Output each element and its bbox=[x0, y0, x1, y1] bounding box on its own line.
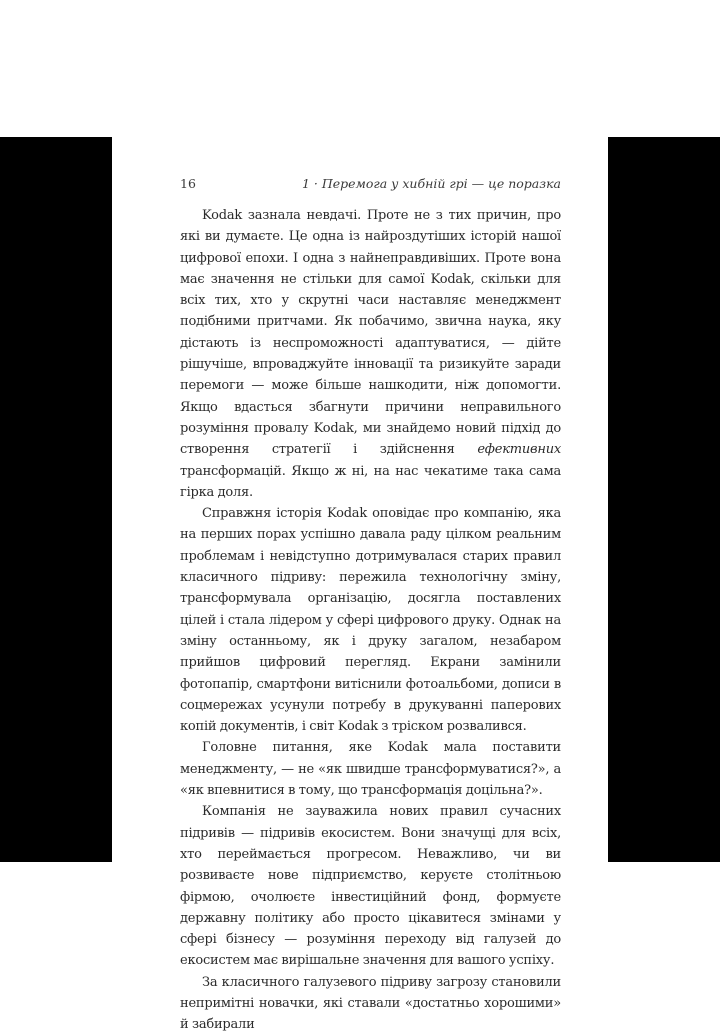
paragraph-5: За класичного галузевого підриву загрозу становили непримітні новачки, які ставали «достатньо хорошими» й забирали bbox=[180, 974, 561, 1033]
paragraph-3: Головне питання, яке Kodak мала поставити менеджменту, — не «як швидше трансформуватися?», а «як впевнитися в тому, що трансформація доцільна?». bbox=[180, 740, 561, 799]
chapter-title: 1 · Перемога у хибній грі — це поразка bbox=[301, 176, 561, 191]
page-number: 16 bbox=[180, 176, 196, 191]
paragraph-1 bbox=[180, 205, 561, 503]
running-head bbox=[180, 174, 561, 194]
paragraph-1-tail: трансформацій. Якщо ж ні, на нас чекатиме така сама гірка доля. bbox=[180, 463, 561, 500]
body-text bbox=[180, 205, 561, 1036]
paragraph-1-text: Kodak зазнала невдачі. Проте не з тих причин, про які ви думаєте. Це одна із найроздутіших історій нашої цифрової епохи. І одна з найнеправдивіших. Проте вона має значення не стільки для самої Kodak, скільки для всіх тих, хто у скрутні часи наставляє менеджмент подібними притчами. Як побачимо, звична наука, яку дістають із неспроможності адаптуватися, — дійте рішучіше, впроваджуйте інновації та ризикуйте заради перемоги — може більше нашкодити, ніж допомогти. Якщо вдасться збагнути причини неправильного розуміння провалу Kodak, ми знайдемо новий підхід до створення стратегії і здійснення bbox=[180, 208, 561, 458]
right-letterbox bbox=[608, 137, 720, 862]
left-letterbox bbox=[0, 137, 112, 862]
paragraph-2: Справжня історія Kodak оповідає про компанію, яка на перших порах успішно давала раду цілком реальним проблемам і невідступно дотримувалася старих правил класичного підриву: пережила технологічну зміну, трансформувала організацію, досягла поставлених цілей і стала лідером у сфері цифрового друку. Однак на зміну останньому, як і друку загалом, незабаром прийшов цифровий перегляд. Екрани замінили фотопапір, смартфони витіснили фотоальбоми, дописи в соцмережах усунули потребу в друкуванні паперових копій документів, і світ Kodak з тріском розвалився. bbox=[180, 506, 561, 735]
emphasis-word: ефективних bbox=[477, 442, 561, 458]
paragraph-4: Компанія не зауважила нових правил сучасних підривів — підривів екосистем. Вони значущі для всіх, хто переймається прогресом. Неважливо, чи ви розвиваєте нове підприємство, керуєте столітньою фірмою, очолюєте інвестиційний фонд, формуєте державну політику або просто цікавитеся змінами у сфері бізнесу — розуміння переходу від галузей до екосистем має вирішальне значення для вашого успіху. bbox=[180, 804, 561, 969]
book-page bbox=[112, 137, 608, 1033]
